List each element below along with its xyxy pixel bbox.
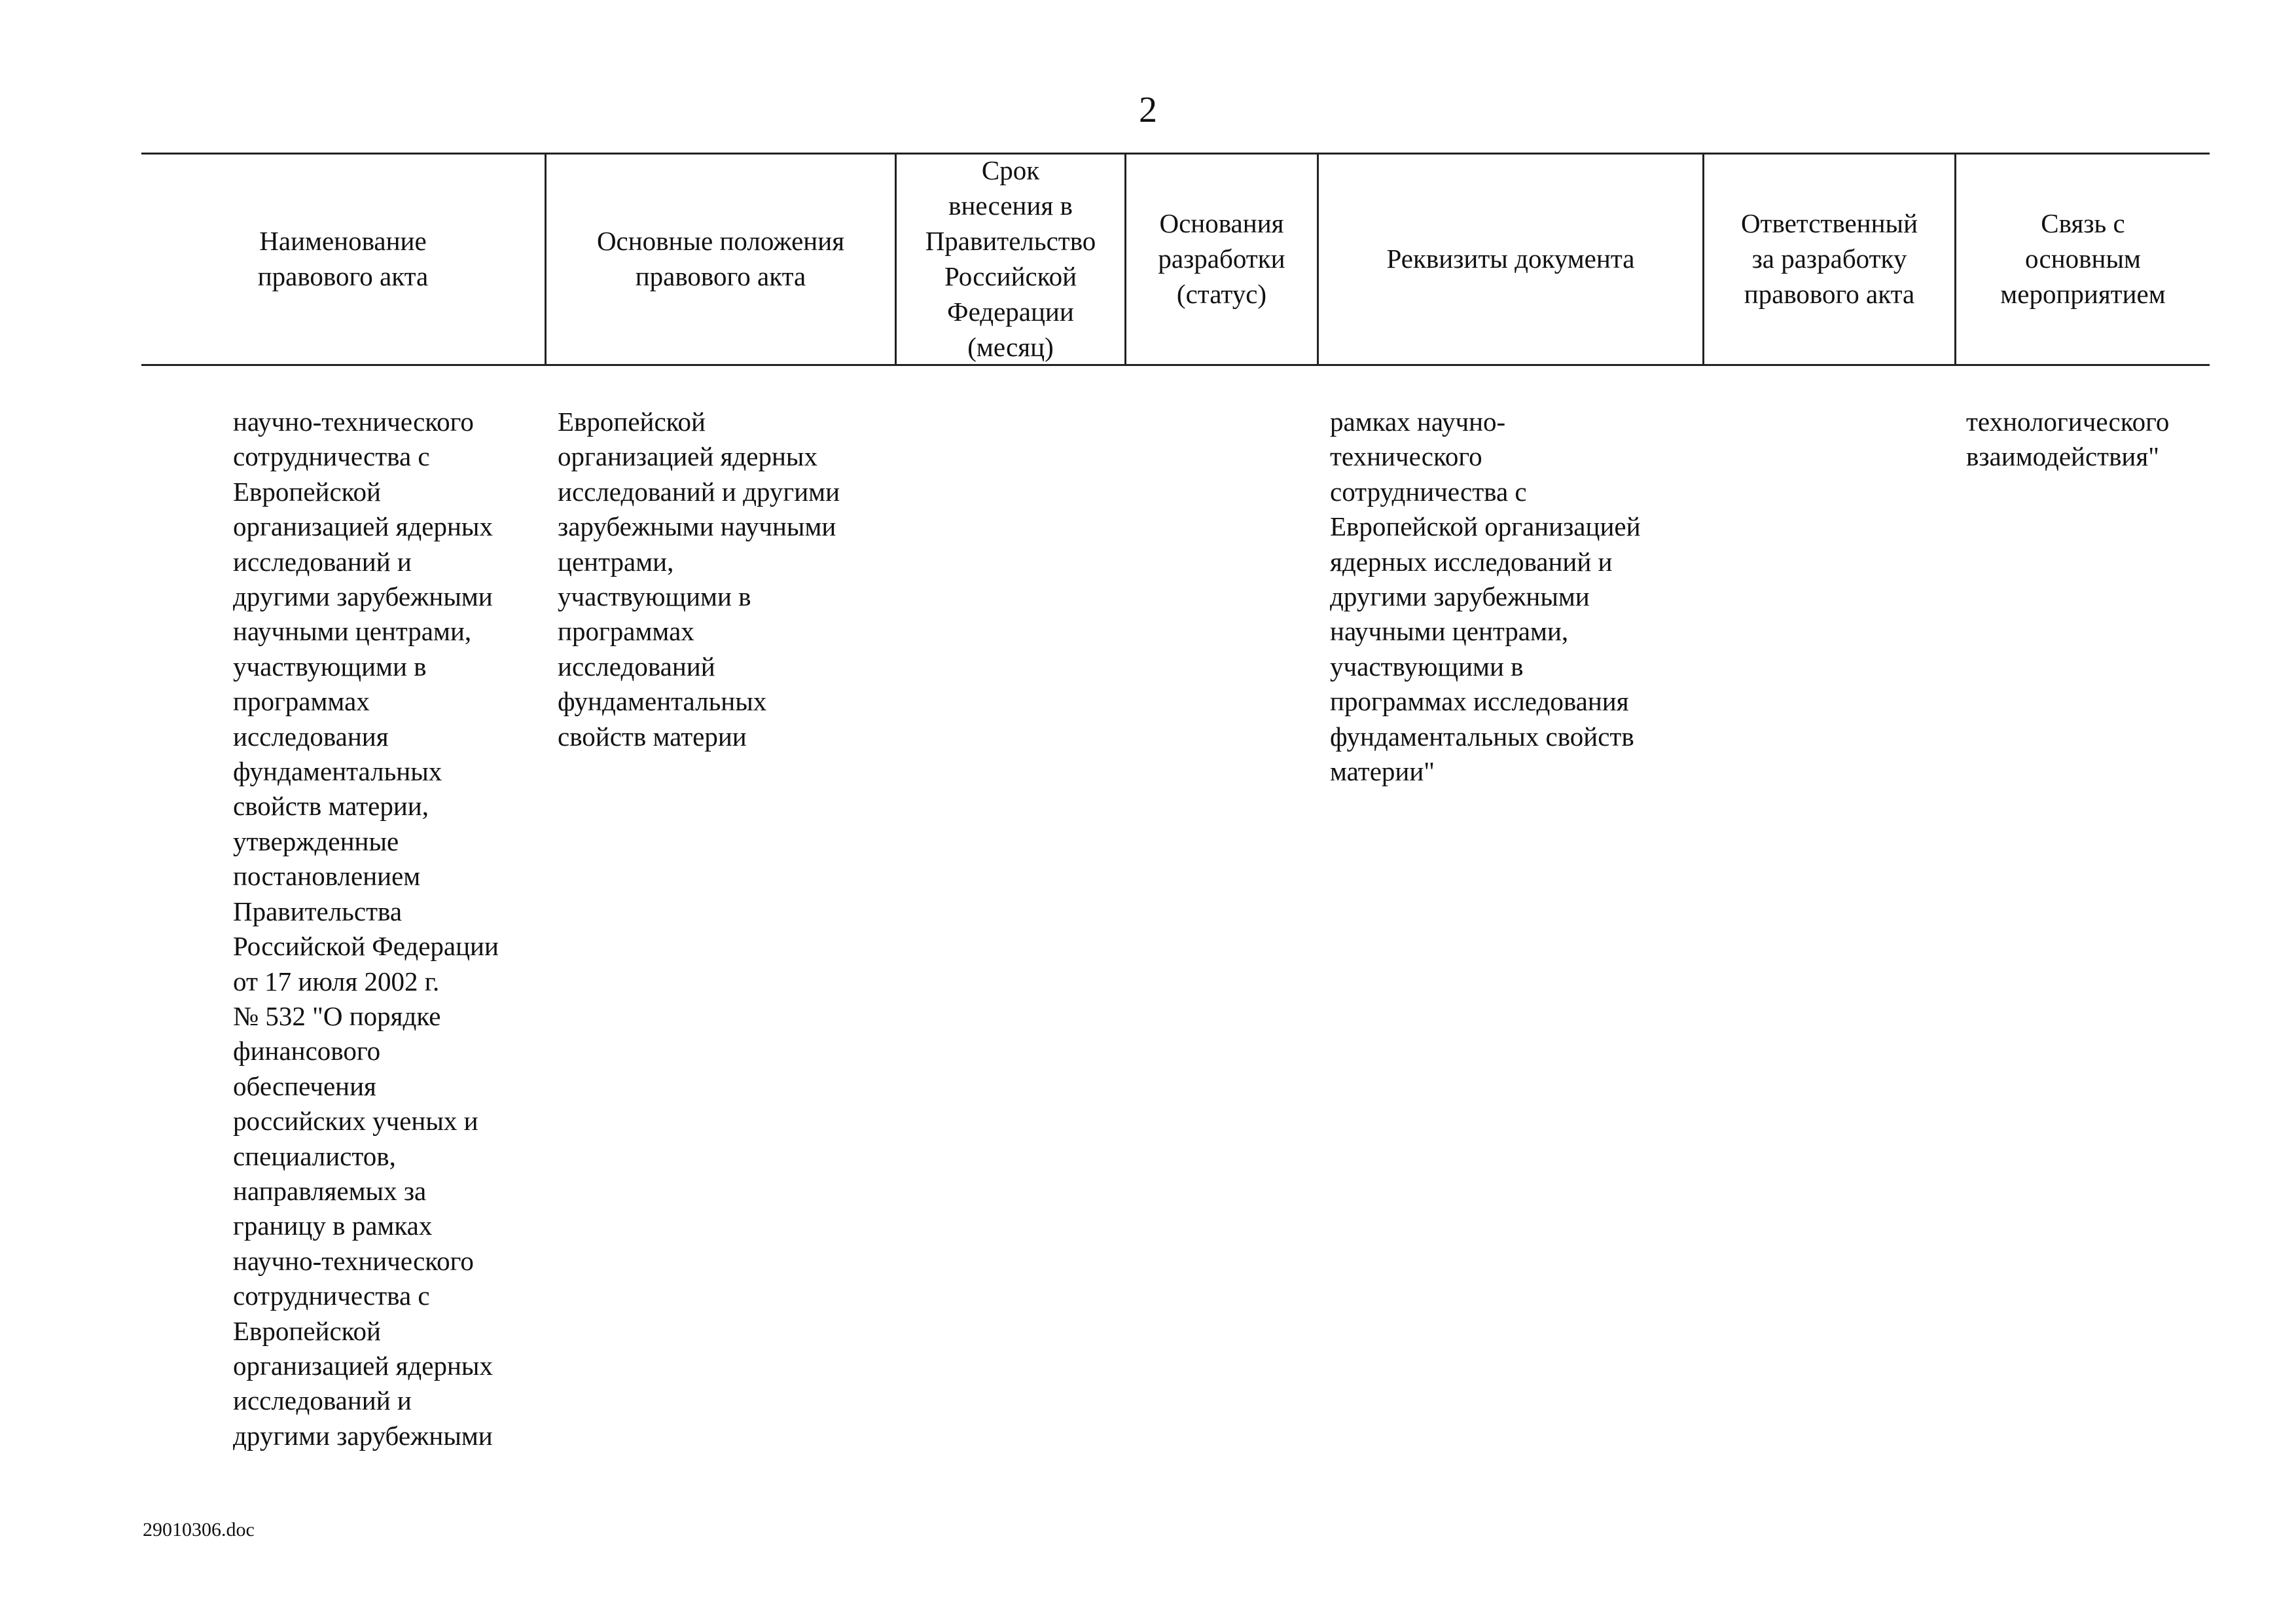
header-submission-deadline: Срок внесения в Правительство Российской Федерации (месяц) — [925, 155, 1096, 362]
header-responsible: Ответственный за разработку правового акта — [1740, 208, 1918, 309]
header-document-requisites: Реквизиты документа — [1386, 244, 1635, 274]
cell-act-name: научно-технического сотрудничества с Европейской организацией ядерных исследований и другими зарубежными научными центрами, участвующими в программах исследования фундаментальных свойств материи, утвержденные постановлением Правительства Российской Федерации от 17 июля 2002 г. № 532 "О порядке финансового обеспечения российских ученых и специалистов, направляемых за границу в рамках научно-технического сотрудничества с Европейской организацией ядерных исследований и другими зарубежными — [233, 407, 499, 1451]
header-act-name: Наименование правового акта — [257, 226, 429, 291]
header-development-basis: Основания разработки (статус) — [1158, 208, 1285, 309]
header-act-provisions: Основные положения правового акта — [596, 226, 845, 291]
cell-act-provisions: Европейской организацией ядерных исследований и другими зарубежными научными центрами, участвующими в программах исследований фундаментальных свойств материи — [558, 407, 840, 752]
page-number: 2 — [1139, 90, 1157, 130]
cell-document-requisites: рамках научно- технического сотрудничества с Европейской организацией ядерных исследований и другими зарубежными научными центрами, участвующими в программах исследования фундаментальных свойств материи" — [1330, 407, 1641, 787]
document-filename: 29010306.doc — [143, 1519, 255, 1541]
table-header-bottom-rule — [141, 364, 2210, 366]
header-main-activity-link: Связь с основным мероприятием — [2000, 208, 2166, 309]
cell-main-activity-link: технологического взаимодействия" — [1966, 407, 2170, 472]
